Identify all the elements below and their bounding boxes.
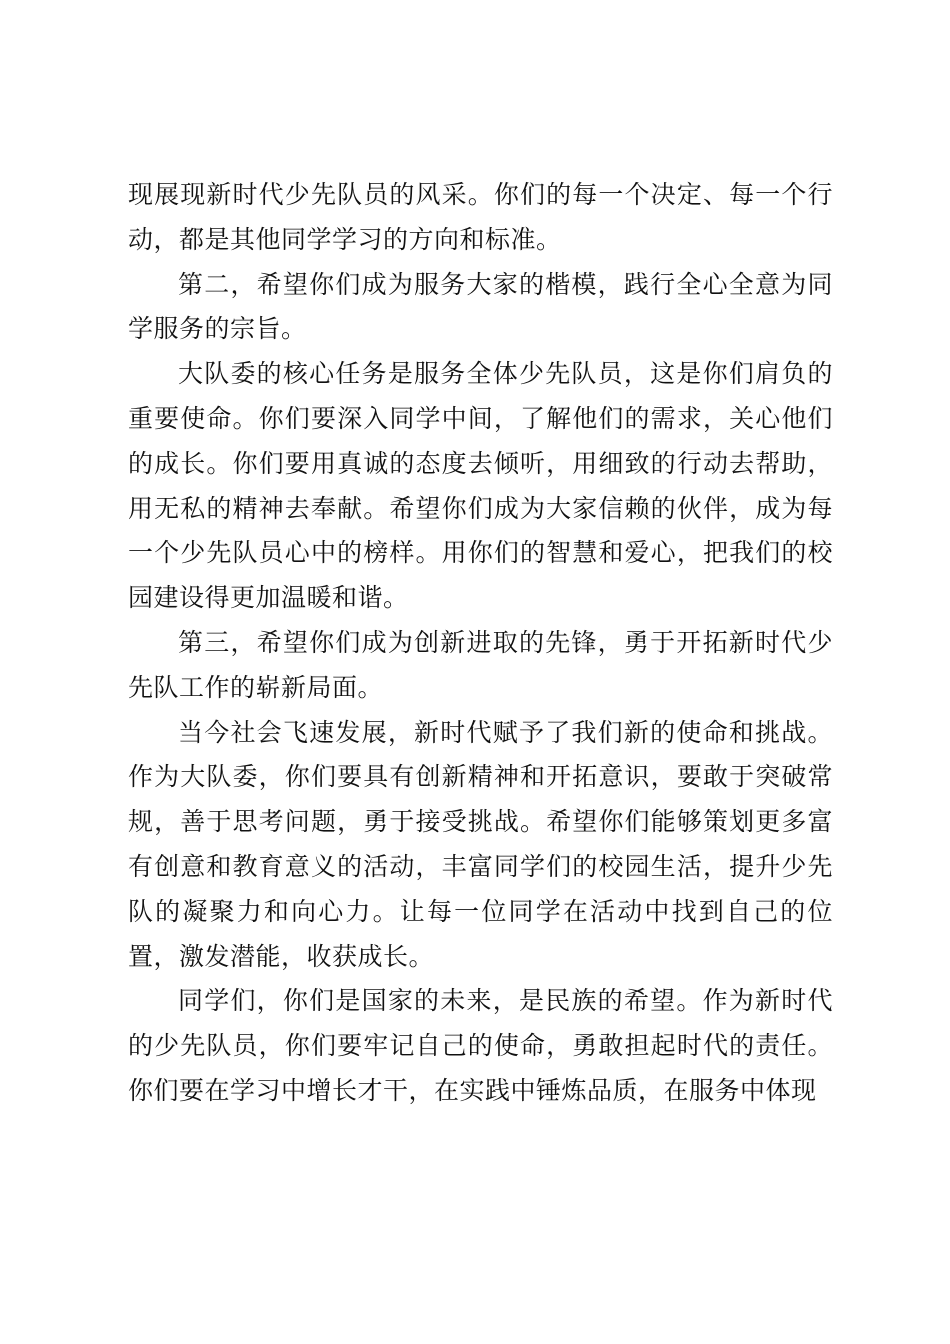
document-body — [128, 173, 833, 1114]
paragraph-5: 当今社会飞速发展，新时代赋予了我们新的使命和挑战。作为大队委，你们要具有创新精神和开拓意识，要敢于突破常规，善于思考问题，勇于接受挑战。希望你们能够策划更多富有创意和教育意义的活动，丰富同学们的校园生活，提升少先队的凝聚力和向心力。让每一位同学在活动中找到自己的位置，激发潜能，收获成长。 — [128, 717, 833, 971]
paragraph-2: 第二，希望你们成为服务大家的楷模，践行全心全意为同学服务的宗旨。 — [128, 269, 833, 344]
paragraph-6: 同学们，你们是国家的未来，是民族的希望。作为新时代的少先队员，你们要牢记自己的使命，勇敢担起时代的责任。你们要在学习中增长才干，在实践中锤炼品质，在服务中体现 — [128, 986, 833, 1105]
paragraph-3: 大队委的核心任务是服务全体少先队员，这是你们肩负的重要使命。你们要深入同学中间，了解他们的需求，关心他们的成长。你们要用真诚的态度去倾听，用细致的行动去帮助，用无私的精神去奉献。希望你们成为大家信赖的伙伴，成为每一个少先队员心中的榜样。用你们的智慧和爱心，把我们的校园建设得更加温暖和谐。 — [128, 359, 833, 613]
paragraph-4: 第三，希望你们成为创新进取的先锋，勇于开拓新时代少先队工作的崭新局面。 — [128, 627, 833, 702]
paragraph-1: 现展现新时代少先队员的风采。你们的每一个决定、每一个行动，都是其他同学学习的方向和标准。 — [128, 180, 833, 254]
